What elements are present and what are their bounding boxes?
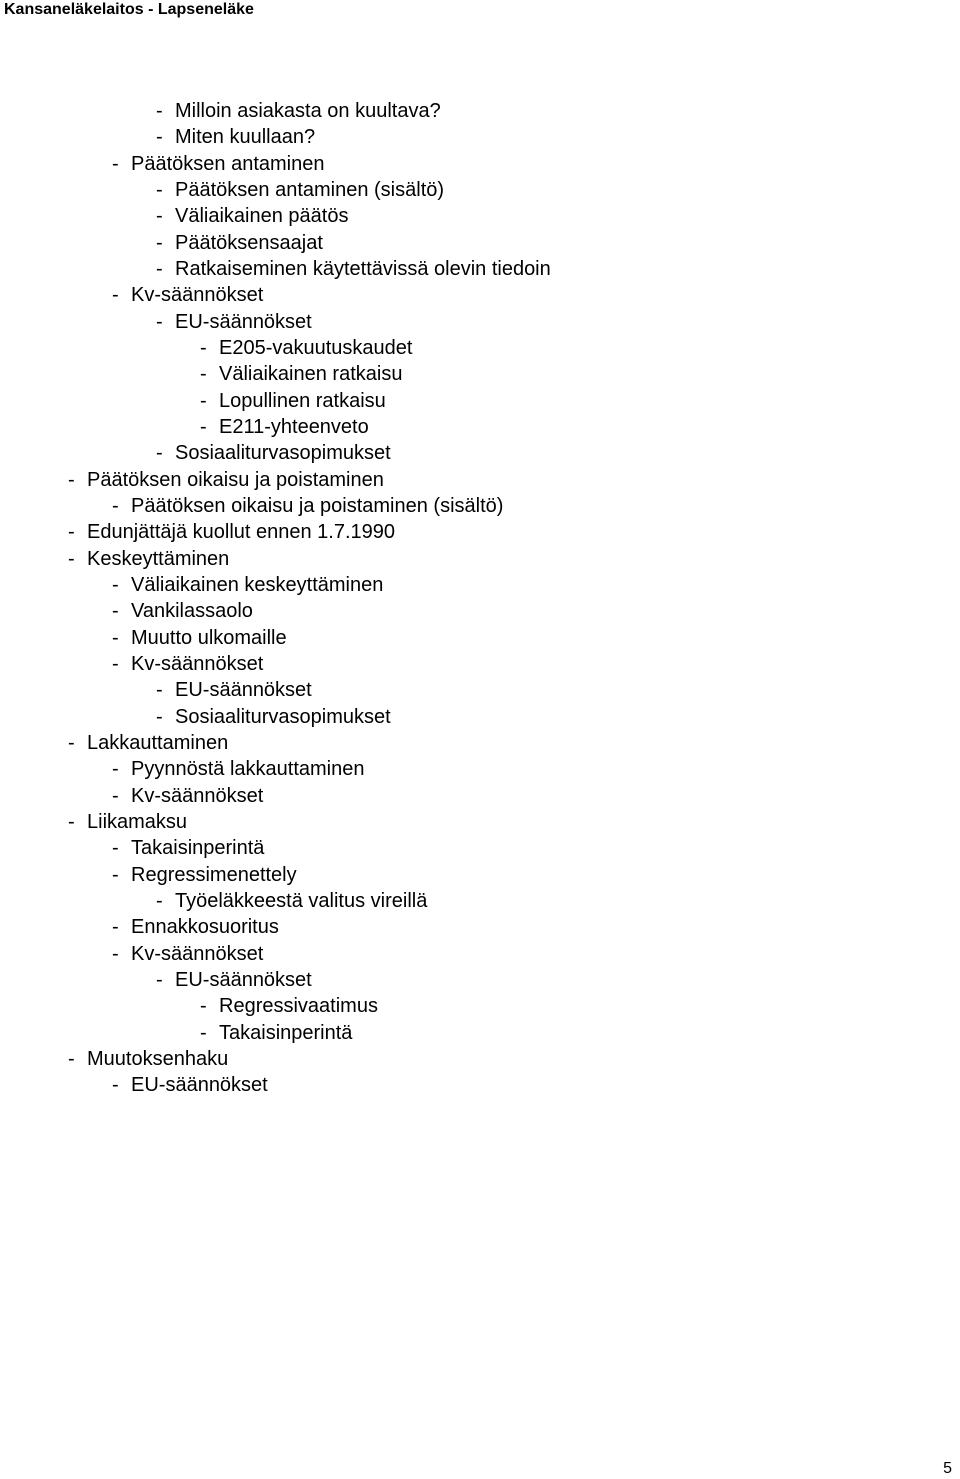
toc-item-label: Edunjättäjä kuollut ennen 1.7.1990 xyxy=(87,521,396,543)
toc-item xyxy=(200,1020,352,1046)
toc-item-label: Sosiaaliturvasopimukset xyxy=(175,442,391,464)
toc-item xyxy=(200,993,378,1019)
toc-item xyxy=(112,783,263,809)
toc-item-label: Takaisinperintä xyxy=(131,837,265,859)
toc-item-label: Kv-säännökset xyxy=(131,653,264,675)
toc-item xyxy=(156,98,441,124)
toc-item xyxy=(156,256,551,282)
toc-item-label: Kv-säännökset xyxy=(131,943,264,965)
toc-item-label: Muutto ulkomaille xyxy=(131,627,287,649)
toc-item xyxy=(156,677,312,703)
toc-bullet: - xyxy=(156,179,163,201)
toc-bullet: - xyxy=(200,416,207,438)
toc-item-label: Päätöksen oikaisu ja poistaminen (sisältö) xyxy=(131,495,504,517)
toc-item xyxy=(112,835,264,861)
toc-bullet: - xyxy=(112,758,119,780)
toc-bullet: - xyxy=(156,205,163,227)
toc-bullet: - xyxy=(112,653,119,675)
toc-item xyxy=(68,519,395,545)
toc-bullet: - xyxy=(112,153,119,175)
toc-bullet: - xyxy=(68,548,75,570)
toc-item xyxy=(156,888,427,914)
toc-item xyxy=(156,440,391,466)
toc-item xyxy=(112,756,364,782)
toc-item-label: Lakkauttaminen xyxy=(87,732,229,754)
toc-item xyxy=(112,651,263,677)
toc-item xyxy=(112,1072,268,1098)
toc-item xyxy=(156,203,348,229)
toc-item-label: Muutoksenhaku xyxy=(87,1048,229,1070)
toc-bullet: - xyxy=(200,390,207,412)
toc-item xyxy=(112,151,324,177)
toc-item xyxy=(68,809,187,835)
toc-bullet: - xyxy=(112,943,119,965)
toc-bullet: - xyxy=(200,1022,207,1044)
toc-bullet: - xyxy=(68,521,75,543)
toc-item xyxy=(112,914,279,940)
toc-bullet: - xyxy=(156,311,163,333)
page-number: 5 xyxy=(943,1460,952,1477)
toc-item xyxy=(156,124,315,150)
toc-bullet: - xyxy=(156,100,163,122)
toc-bullet: - xyxy=(68,469,75,491)
toc-item-label: Päätöksen antaminen (sisältö) xyxy=(175,179,445,201)
toc-bullet: - xyxy=(156,679,163,701)
toc-item-label: Väliaikainen keskeyttäminen xyxy=(131,574,384,596)
toc-item xyxy=(68,1046,228,1072)
toc-item-label: Kv-säännökset xyxy=(131,284,264,306)
toc-item-label: Milloin asiakasta on kuultava? xyxy=(175,100,441,122)
toc-item xyxy=(156,177,444,203)
toc-bullet: - xyxy=(68,811,75,833)
toc-item-label: Takaisinperintä xyxy=(219,1022,353,1044)
toc-bullet: - xyxy=(112,495,119,517)
toc-bullet: - xyxy=(112,837,119,859)
toc-item-label: Liikamaksu xyxy=(87,811,188,833)
toc-item xyxy=(112,941,263,967)
toc-bullet: - xyxy=(156,232,163,254)
toc-item-label: Sosiaaliturvasopimukset xyxy=(175,706,391,728)
toc-item xyxy=(112,625,287,651)
toc-bullet: - xyxy=(112,864,119,886)
toc-bullet: - xyxy=(68,1048,75,1070)
toc-item-label: E211-yhteenveto xyxy=(219,416,369,438)
toc-item xyxy=(200,361,402,387)
toc-item xyxy=(156,967,312,993)
toc-item-label: Ennakkosuoritus xyxy=(131,916,279,938)
toc-item xyxy=(200,335,412,361)
toc-item-label: Keskeyttäminen xyxy=(87,548,230,570)
toc-item-label: EU-säännökset xyxy=(175,969,312,991)
toc-bullet: - xyxy=(200,995,207,1017)
toc-item-label: Päätöksen oikaisu ja poistaminen xyxy=(87,469,384,491)
toc-item-label: Regressimenettely xyxy=(131,864,297,886)
toc-item-label: Väliaikainen päätös xyxy=(175,205,349,227)
toc-bullet: - xyxy=(112,916,119,938)
toc-bullet: - xyxy=(112,600,119,622)
toc-item xyxy=(112,572,383,598)
toc-item-label: EU-säännökset xyxy=(131,1074,268,1096)
toc-bullet: - xyxy=(112,785,119,807)
toc-item-label: Väliaikainen ratkaisu xyxy=(219,363,403,385)
toc-bullet: - xyxy=(156,442,163,464)
toc-item xyxy=(200,388,386,414)
toc-item-label: Vankilassaolo xyxy=(131,600,253,622)
toc-bullet: - xyxy=(112,1074,119,1096)
toc-bullet: - xyxy=(156,969,163,991)
toc-item xyxy=(156,230,323,256)
toc-item xyxy=(68,546,229,572)
toc-item xyxy=(112,493,503,519)
toc-item xyxy=(68,467,384,493)
toc-item-label: Työeläkkeestä valitus vireillä xyxy=(175,890,428,912)
toc-item xyxy=(200,414,369,440)
toc-item xyxy=(112,598,253,624)
toc-bullet: - xyxy=(156,706,163,728)
toc-item-label: Regressivaatimus xyxy=(219,995,378,1017)
toc-item xyxy=(156,704,391,730)
toc-item xyxy=(112,862,297,888)
toc-item-label: Päätöksen antaminen xyxy=(131,153,325,175)
toc-item-label: Miten kuullaan? xyxy=(175,126,316,148)
toc-bullet: - xyxy=(200,337,207,359)
toc-item xyxy=(112,282,263,308)
toc-item-label: Kv-säännökset xyxy=(131,785,264,807)
toc-bullet: - xyxy=(68,732,75,754)
toc-item-label: Lopullinen ratkaisu xyxy=(219,390,386,412)
toc-item-label: Ratkaiseminen käytettävissä olevin tiedoin xyxy=(175,258,551,280)
toc-item-label: EU-säännökset xyxy=(175,679,312,701)
document-header: Kansaneläkelaitos - Lapseneläke xyxy=(4,1,254,18)
toc-item-label: Päätöksensaajat xyxy=(175,232,323,254)
toc-bullet: - xyxy=(156,126,163,148)
toc-item xyxy=(68,730,228,756)
toc-item xyxy=(156,309,312,335)
toc-item-label: EU-säännökset xyxy=(175,311,312,333)
toc-bullet: - xyxy=(156,890,163,912)
toc-bullet: - xyxy=(112,284,119,306)
toc-bullet: - xyxy=(156,258,163,280)
toc-bullet: - xyxy=(112,574,119,596)
toc-bullet: - xyxy=(112,627,119,649)
toc-item-label: Pyynnöstä lakkauttaminen xyxy=(131,758,365,780)
toc-bullet: - xyxy=(200,363,207,385)
toc-item-label: E205-vakuutuskaudet xyxy=(219,337,413,359)
